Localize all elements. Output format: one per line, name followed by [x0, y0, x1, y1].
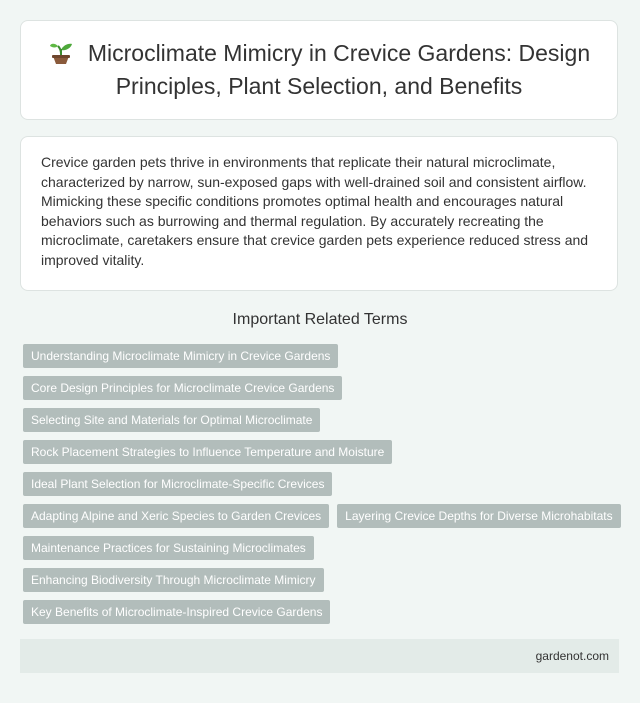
related-term-tag[interactable]: Layering Crevice Depths for Diverse Microhabitats: [337, 504, 620, 528]
related-terms-heading: Important Related Terms: [232, 311, 408, 328]
related-term-tag[interactable]: Maintenance Practices for Sustaining Microclimates: [23, 536, 314, 560]
title-card: [20, 20, 618, 120]
related-term-tag[interactable]: Enhancing Biodiversity Through Microclimate Mimicry: [23, 568, 324, 592]
page-title: [21, 37, 617, 103]
footer: [20, 639, 619, 673]
related-terms-list: [23, 344, 623, 632]
seedling-icon: [48, 40, 74, 64]
related-term-tag[interactable]: Rock Placement Strategies to Influence Temperature and Moisture: [23, 440, 392, 464]
related-term-tag[interactable]: Understanding Microclimate Mimicry in Crevice Gardens: [23, 344, 338, 368]
related-term-tag[interactable]: Adapting Alpine and Xeric Species to Garden Crevices: [23, 504, 329, 528]
related-term-tag[interactable]: Selecting Site and Materials for Optimal Microclimate: [23, 408, 320, 432]
related-term-tag[interactable]: Core Design Principles for Microclimate Crevice Gardens: [23, 376, 342, 400]
page-title-text: Microclimate Mimicry in Crevice Gardens: Design Principles, Plant Selection, and Benefits: [87, 40, 591, 99]
related-term-tag[interactable]: Key Benefits of Microclimate-Inspired Crevice Gardens: [23, 600, 330, 624]
footer-site-link[interactable]: gardenot.com: [535, 649, 609, 663]
description-text: Crevice garden pets thrive in environments that replicate their natural microclimate, characterized by narrow, sun-exposed gaps with well-drained soil and consistent airflow. Mimicking these specific conditions promotes optimal health and encourages natural behaviors such as burrowing and thermal regulation. By accurately recreating the microclimate, caretakers ensure that crevice garden pets experience reduced stress and improved vitality.: [41, 154, 589, 268]
related-term-tag[interactable]: Ideal Plant Selection for Microclimate-Specific Crevices: [23, 472, 332, 496]
description-card: [20, 136, 618, 291]
